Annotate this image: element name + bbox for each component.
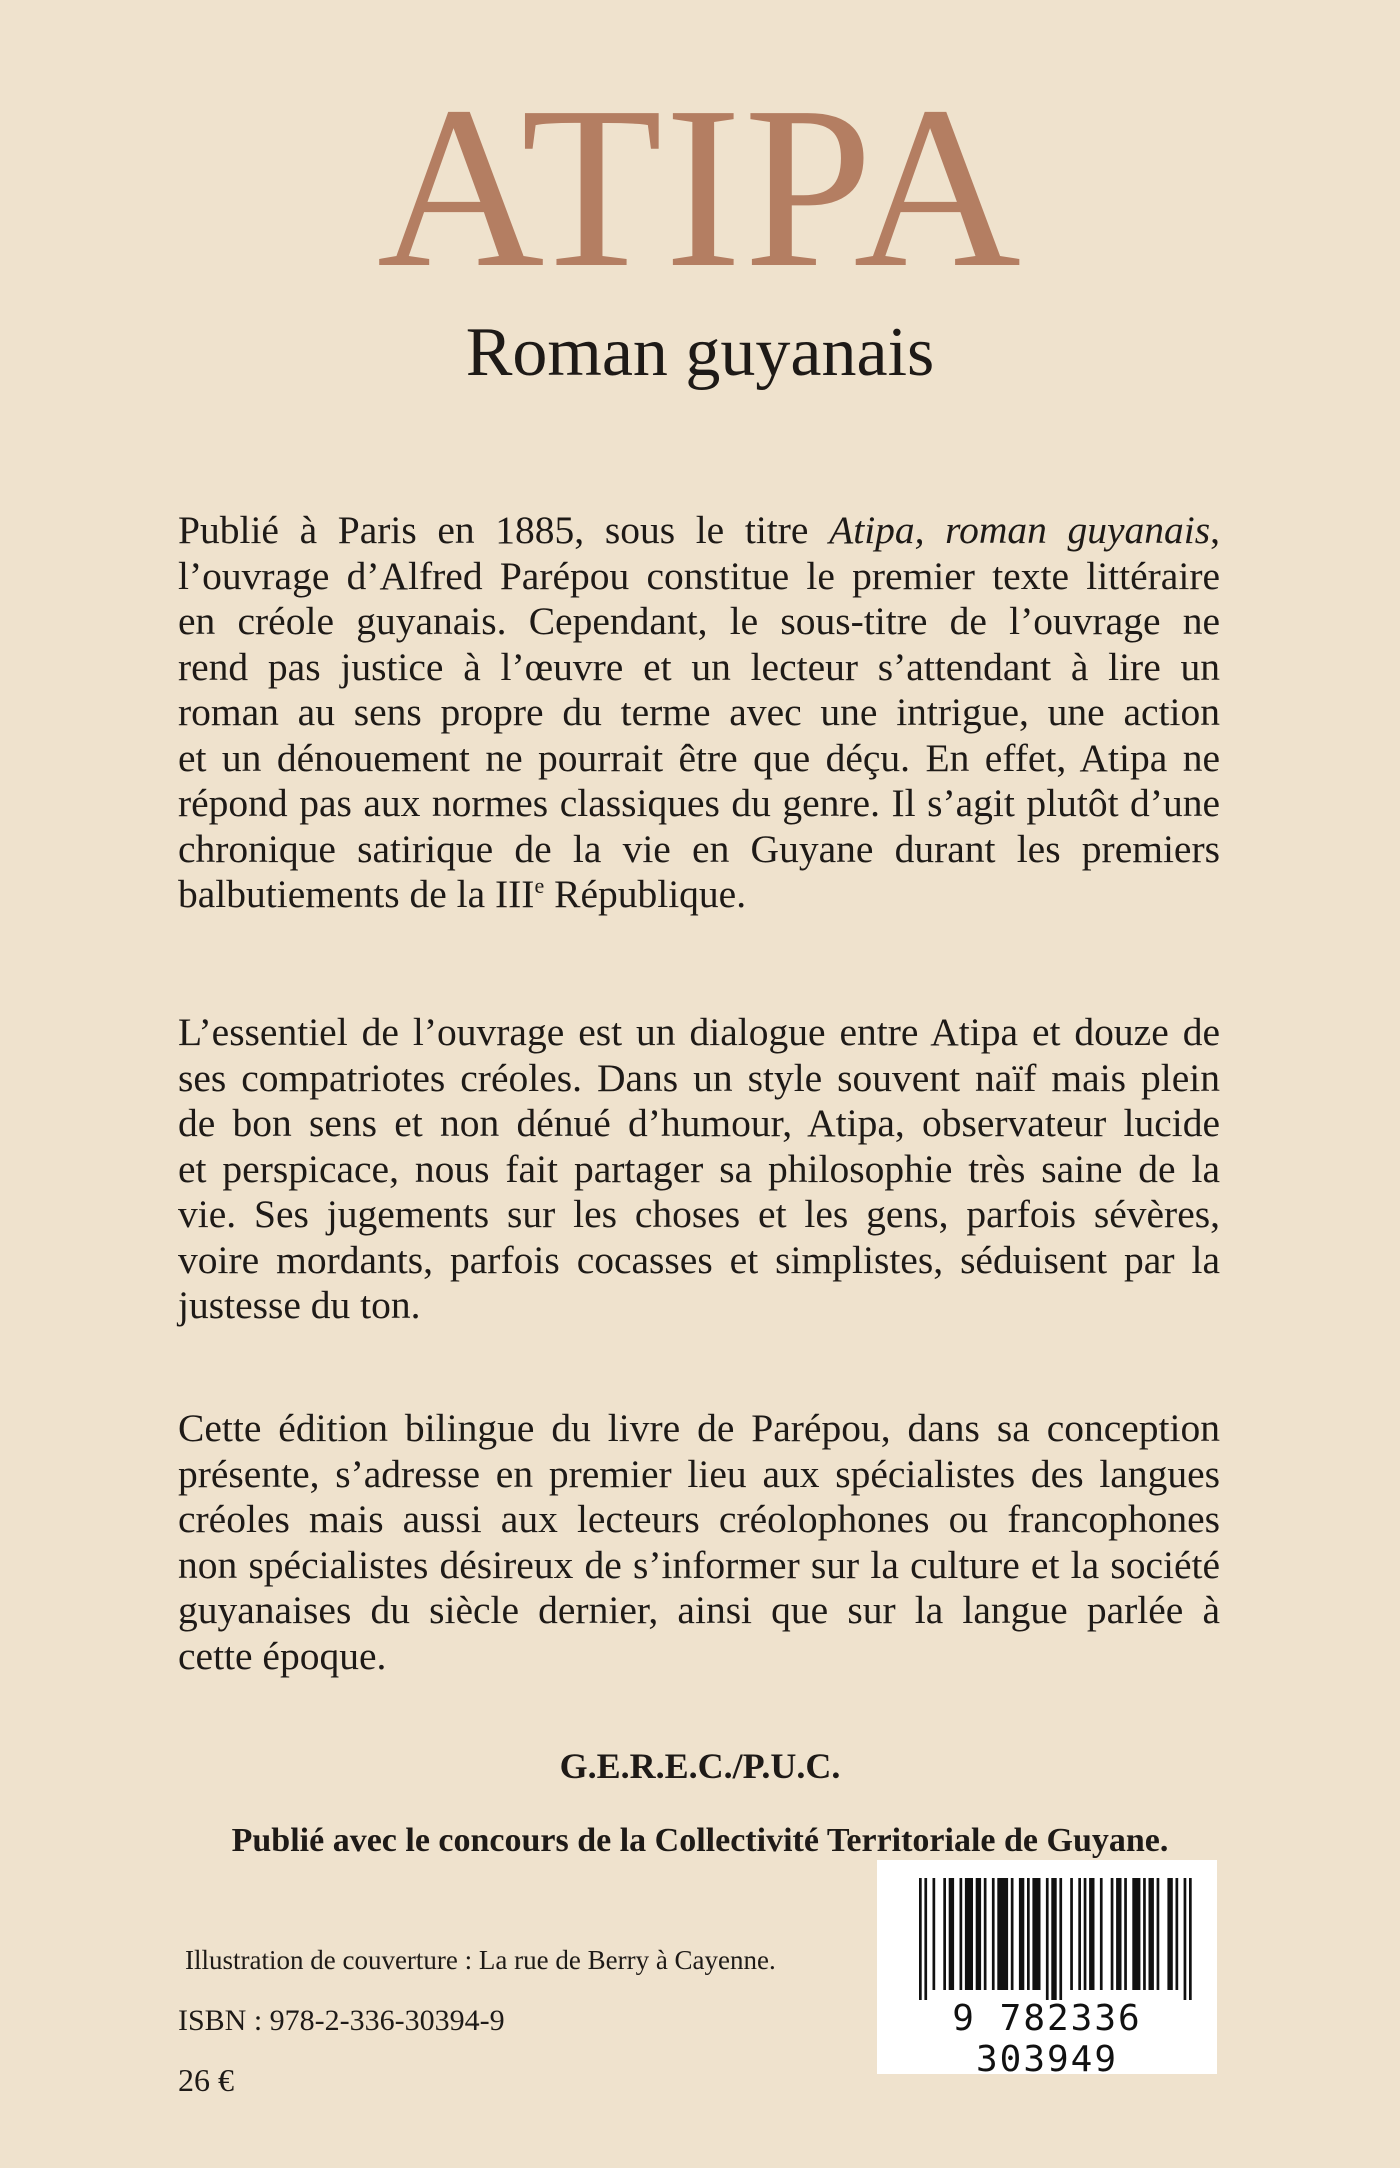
barcode-bar: [1011, 1878, 1014, 1990]
barcode-bar: [1111, 1878, 1114, 1990]
paragraph-line: justesse du ton.: [178, 1283, 421, 1327]
barcode-bar: [1167, 1878, 1172, 1990]
paragraph-line: ses compatriotes créoles. Dans un style souvent naïf mais plein: [178, 1055, 1220, 1100]
barcode-bars-icon: [877, 1860, 1217, 2010]
barcode-bar: [919, 1878, 922, 2000]
barcode-bar: [1027, 1878, 1030, 1990]
illustration-credit: Illustration de couverture : La rue de Berry à Cayenne.: [185, 1945, 776, 1975]
paragraph-line: vie. Ses jugements sur les choses et les gens, parfois sévères,: [178, 1192, 1220, 1236]
paragraph-line: balbutiements de la IIIe République.: [178, 872, 747, 916]
barcode-bar: [965, 1878, 973, 1990]
barcode-bar: [1059, 1878, 1062, 2000]
paragraph-line: répond pas aux normes classiques du genre. Il s’agit plutôt d’une: [178, 781, 1220, 825]
barcode-bar: [1143, 1878, 1146, 1990]
barcode-bar: [1084, 1878, 1087, 1990]
barcode-bar: [992, 1878, 995, 1990]
barcode-bar: [1157, 1878, 1160, 1990]
barcode: [877, 1860, 1217, 2080]
paragraph-line: guyanaises du siècle dernier, ainsi que sur la langue parlée à: [178, 1588, 1220, 1632]
barcode-bar: [976, 1878, 981, 1990]
barcode-bar: [1051, 1878, 1056, 2000]
paragraph-line: L’essentiel de l’ouvrage est un dialogue entre Atipa et douze de: [178, 1010, 1220, 1054]
barcode-bar: [984, 1878, 987, 1990]
barcode-number: 9 782336 303949: [952, 1998, 1142, 2080]
barcode-bar: [997, 1878, 1008, 1990]
paragraph-line: non spécialistes désireux de s’informer sur la culture et la société: [178, 1542, 1220, 1587]
paragraph-line: voire mordants, parfois cocasses et simplistes, séduisent par la: [178, 1237, 1220, 1282]
book-title: ATIPA: [376, 59, 1024, 316]
paragraph-line: chronique satirique de la vie en Guyane durant les premiers: [178, 826, 1220, 871]
paragraph-line: Cette édition bilingue du livre de Parépou, dans sa conception: [178, 1406, 1220, 1450]
italic-title: Atipa, roman guyanais: [829, 508, 1211, 552]
barcode-bar: [1124, 1878, 1127, 1990]
paragraph-line: créoles mais aussi aux lecteurs créolophones ou francophones: [178, 1497, 1220, 1541]
price: 26 €: [178, 2062, 234, 2098]
support-notice: Publié avec le concours de la Collectivité Territoriale de Guyane.: [231, 1822, 1169, 1859]
summary-paragraph-1: [178, 508, 1220, 918]
summary-paragraph-2: [178, 1010, 1220, 1329]
barcode-bar: [1032, 1878, 1040, 1990]
paragraph-line: en créole guyanais. Cependant, le sous-titre de l’ouvrage ne: [178, 599, 1220, 643]
barcode-bar: [1019, 1878, 1024, 1990]
barcode-bar: [1089, 1878, 1094, 1990]
paragraph-line: roman au sens propre du terme avec une intrigue, une action: [178, 690, 1220, 734]
barcode-bar: [1100, 1878, 1103, 1990]
barcode-bar: [1184, 1878, 1187, 2000]
barcode-bar: [1132, 1878, 1140, 1990]
barcode-bar: [1070, 1878, 1073, 1990]
barcode-bar: [1149, 1878, 1154, 1990]
barcode-bar: [943, 1878, 946, 1990]
paragraph-line: l’ouvrage d’Alfred Parépou constitue le premier texte littéraire: [178, 553, 1220, 598]
paragraph-line: Publié à Paris en 1885, sous le titre Atipa, roman guyanais,: [178, 508, 1221, 552]
paragraph-line: présente, s’adresse en premier lieu aux spécialistes des langues: [178, 1451, 1220, 1496]
paragraph-line: et perspicace, nous fait partager sa philosophie très saine de la: [178, 1146, 1220, 1191]
paragraph-line: et un dénouement ne pourrait être que déçu. En effet, Atipa ne: [178, 735, 1220, 780]
paragraph-line: de bon sens et non dénué d’humour, Atipa, observateur lucide: [178, 1101, 1220, 1145]
barcode-bar: [933, 1878, 936, 1990]
barcode-bar: [960, 1878, 963, 1990]
publisher-credit: G.E.R.E.C./P.U.C.: [559, 1746, 841, 1786]
barcode-bar: [1046, 1878, 1049, 2000]
barcode-bar: [1189, 1878, 1192, 2000]
isbn: ISBN : 978-2-336-30394-9: [178, 2004, 505, 2037]
book-subtitle: Roman guyanais: [465, 314, 935, 391]
paragraph-line: cette époque.: [178, 1633, 387, 1678]
barcode-bar: [1078, 1878, 1081, 1990]
barcode-bar: [1116, 1878, 1121, 1990]
barcode-bar: [949, 1878, 954, 1990]
barcode-bar: [1176, 1878, 1179, 1990]
barcode-bar: [924, 1878, 927, 2000]
summary-paragraph-3: [178, 1406, 1220, 1679]
paragraph-line: rend pas justice à l’œuvre et un lecteur s’attendant à lire un: [178, 644, 1220, 689]
